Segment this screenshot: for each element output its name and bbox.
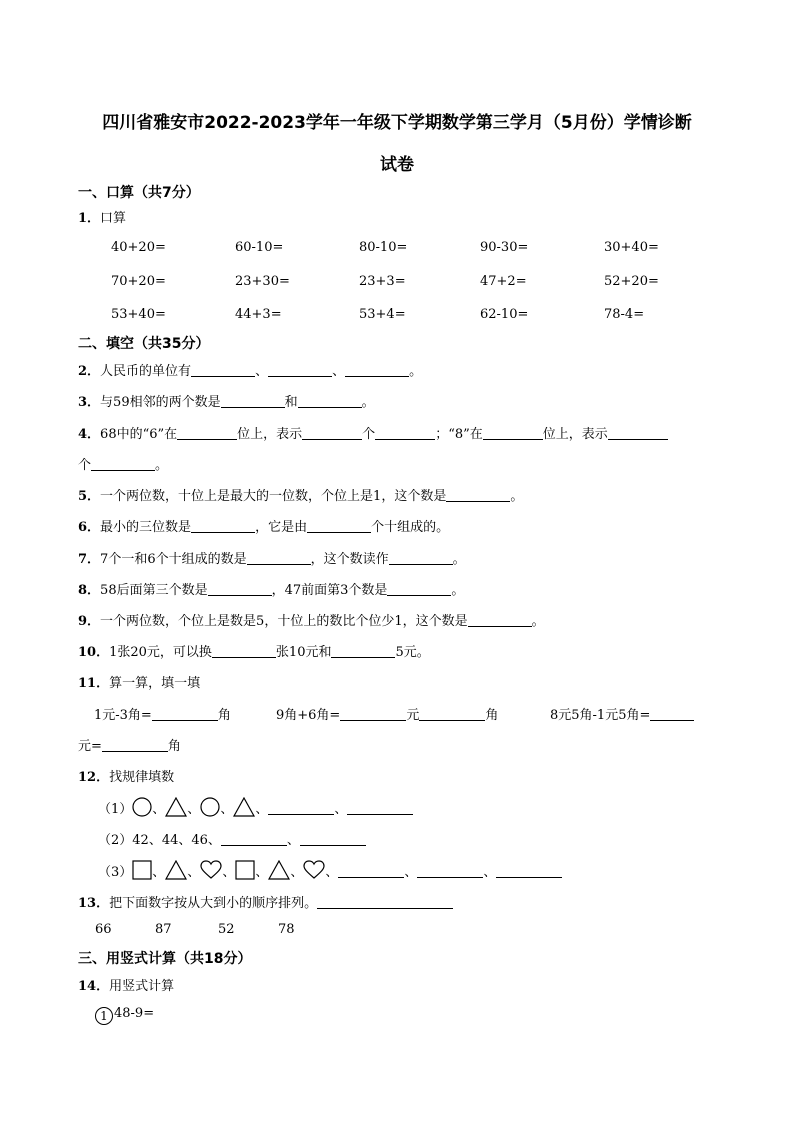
heart-icon — [303, 860, 325, 884]
question-text: 一个两位数，个位上是数是5，十位上的数比个位少1，这个数是 — [100, 614, 468, 629]
unit-label: 角 — [167, 739, 181, 754]
answer-blank[interactable] — [212, 643, 276, 658]
question-text: 58后面第三个数是 — [100, 583, 208, 598]
question-14 — [78, 975, 174, 994]
answer-blank[interactable] — [307, 518, 371, 533]
answer-blank[interactable] — [496, 863, 562, 878]
question-text: 位上，表示 — [237, 427, 303, 442]
unit-label: 角 — [217, 708, 231, 723]
q13-number-2: 87 — [155, 922, 172, 937]
question-text: 位上，表示 — [542, 427, 608, 442]
question-13 — [78, 892, 453, 911]
question-text: 8元5角-1元5角= — [550, 708, 651, 723]
question-4-continued — [78, 454, 168, 473]
question-text: 1张20元，可以换 — [109, 645, 212, 660]
q14-item-1 — [95, 1006, 154, 1025]
punctuation: 。 — [452, 552, 466, 567]
answer-blank[interactable] — [317, 894, 453, 909]
question-text: ，它是由 — [255, 520, 308, 535]
mental-math-item: 30+40= — [604, 240, 659, 255]
separator: 、 — [334, 802, 348, 817]
question-3 — [78, 391, 375, 410]
question-number: 7． — [78, 552, 101, 567]
question-text: 一个两位数，十位上是最大的一位数，个位上是1，这个数是 — [100, 489, 447, 504]
question-number: 2． — [78, 364, 101, 379]
separator: 、 — [255, 802, 269, 817]
mental-math-item: 52+20= — [604, 274, 659, 289]
separator: 、 — [222, 865, 236, 880]
question-text: 把下面数字按从大到小的顺序排列。 — [109, 896, 318, 911]
answer-blank[interactable] — [345, 362, 409, 377]
answer-blank[interactable] — [208, 581, 272, 596]
unit-label: 元= — [78, 739, 102, 754]
question-text: ；“8”在 — [435, 427, 483, 442]
answer-blank[interactable] — [191, 518, 255, 533]
page-title-line2: 试卷 — [380, 155, 414, 175]
separator: 、 — [332, 364, 346, 379]
separator: 、 — [152, 865, 166, 880]
question-text: 个十组成的。 — [371, 520, 450, 535]
answer-blank[interactable] — [650, 706, 694, 721]
q11-part-1 — [94, 704, 231, 723]
punctuation: 。 — [155, 458, 169, 473]
separator: 、 — [187, 865, 201, 880]
mental-math-item: 23+3= — [359, 274, 406, 289]
answer-blank[interactable] — [268, 362, 332, 377]
q12-row-3 — [98, 860, 562, 884]
answer-blank[interactable] — [177, 425, 237, 440]
question-1 — [78, 207, 126, 226]
mental-math-item: 60-10= — [235, 240, 284, 255]
answer-blank[interactable] — [419, 706, 485, 721]
mental-math-item: 62-10= — [480, 307, 529, 322]
question-9 — [78, 610, 545, 629]
section-heading-3: 三、用竖式计算（共18分） — [78, 951, 252, 967]
section-heading-1: 一、口算（共7分） — [78, 185, 200, 201]
triangle-icon — [165, 860, 187, 884]
unit-label: 角 — [485, 708, 499, 723]
question-number: 10． — [78, 645, 110, 660]
row-label: （1） — [98, 802, 133, 817]
mental-math-item: 80-10= — [359, 240, 408, 255]
question-text: 与59相邻的两个数是 — [100, 395, 221, 410]
square-icon — [132, 860, 152, 884]
question-text: 7个一和6个十组成的数是 — [100, 552, 247, 567]
separator: 、 — [220, 802, 234, 817]
unit-label: 元 — [406, 708, 420, 723]
question-8 — [78, 579, 464, 598]
page-title-line1: 四川省雅安市2022-2023学年一年级下学期数学第三学月（5月份）学情诊断 — [102, 113, 692, 133]
answer-blank[interactable] — [298, 393, 362, 408]
answer-blank[interactable] — [152, 706, 218, 721]
question-number: 12． — [78, 770, 110, 785]
q11-part-3-continued — [78, 735, 181, 754]
punctuation: 。 — [409, 364, 423, 379]
question-number: 9． — [78, 614, 101, 629]
mental-math-item: 44+3= — [235, 307, 282, 322]
question-4 — [78, 423, 668, 442]
question-text: 口算 — [100, 211, 127, 226]
separator: 、 — [286, 833, 300, 848]
separator: 、 — [483, 865, 497, 880]
q11-part-3 — [550, 704, 694, 723]
question-12 — [78, 766, 174, 785]
q13-number-3: 52 — [218, 922, 235, 937]
punctuation: 。 — [451, 583, 465, 598]
mental-math-item: 53+4= — [359, 307, 406, 322]
answer-blank[interactable] — [338, 863, 404, 878]
row-label: （3） — [98, 865, 133, 880]
answer-blank[interactable] — [191, 362, 255, 377]
q11-part-2 — [276, 704, 498, 723]
question-number: 11． — [78, 676, 110, 691]
question-text: 算一算，填一填 — [109, 676, 201, 691]
question-6 — [78, 516, 449, 535]
question-text: 和 — [284, 395, 298, 410]
answer-blank[interactable] — [268, 800, 334, 815]
answer-blank[interactable] — [468, 612, 532, 627]
triangle-icon — [268, 860, 290, 884]
answer-blank[interactable] — [247, 550, 311, 565]
heart-icon — [200, 860, 222, 884]
question-number: 13． — [78, 896, 110, 911]
question-7 — [78, 548, 466, 567]
triangle-icon — [233, 797, 255, 821]
answer-blank[interactable] — [221, 831, 287, 846]
mental-math-item: 47+2= — [480, 274, 527, 289]
answer-blank[interactable] — [331, 643, 395, 658]
question-text: ，47前面第3个数是 — [271, 583, 388, 598]
row-label: （2） — [98, 833, 133, 848]
mental-math-item: 78-4= — [604, 307, 645, 322]
answer-blank[interactable] — [102, 737, 168, 752]
question-text: 1元-3角= — [94, 708, 152, 723]
q13-number-1: 66 — [95, 922, 112, 937]
answer-blank[interactable] — [417, 863, 483, 878]
mental-math-item: 23+30= — [235, 274, 290, 289]
answer-blank[interactable] — [91, 456, 155, 471]
question-text: 68中的“6”在 — [100, 427, 178, 442]
separator: 、 — [325, 865, 339, 880]
punctuation: 。 — [361, 395, 375, 410]
q13-number-4: 78 — [278, 922, 295, 937]
answer-blank[interactable] — [302, 425, 362, 440]
q12-row-2 — [98, 829, 366, 848]
section-heading-2: 二、填空（共35分） — [78, 336, 210, 352]
separator: 、 — [404, 865, 418, 880]
answer-blank[interactable] — [221, 393, 285, 408]
question-text: 找规律填数 — [109, 770, 175, 785]
answer-blank[interactable] — [347, 800, 413, 815]
punctuation: 。 — [510, 489, 524, 504]
question-text: 9角+6角= — [276, 708, 341, 723]
answer-blank[interactable] — [300, 831, 366, 846]
question-text: 人民币的单位有 — [100, 364, 192, 379]
number-sequence: 42、44、46、 — [132, 833, 221, 848]
question-2 — [78, 360, 422, 379]
separator: 、 — [187, 802, 201, 817]
answer-blank[interactable] — [375, 425, 435, 440]
separator: 、 — [290, 865, 304, 880]
question-number: 1． — [78, 211, 101, 226]
question-text: 张10元和 — [275, 645, 332, 660]
question-number: 8． — [78, 583, 101, 598]
question-text: ，这个数读作 — [310, 552, 389, 567]
circled-number-1: 1 — [95, 1007, 113, 1025]
question-number: 14． — [78, 979, 110, 994]
question-5 — [78, 485, 523, 504]
answer-blank[interactable] — [483, 425, 543, 440]
question-text: 用竖式计算 — [109, 979, 175, 994]
question-text: 最小的三位数是 — [100, 520, 192, 535]
mental-math-item: 53+40= — [111, 307, 166, 322]
question-text: 个 — [78, 458, 92, 473]
answer-blank[interactable] — [340, 706, 406, 721]
square-icon — [235, 860, 255, 884]
answer-blank[interactable] — [446, 487, 510, 502]
circle-icon — [200, 797, 220, 821]
question-number: 5． — [78, 489, 101, 504]
answer-blank[interactable] — [389, 550, 453, 565]
question-text: 48-9= — [114, 1006, 155, 1021]
circle-icon — [132, 797, 152, 821]
mental-math-item: 70+20= — [111, 274, 166, 289]
question-11 — [78, 672, 200, 691]
question-number: 6． — [78, 520, 101, 535]
q12-row-1 — [98, 797, 413, 821]
question-text: 个 — [362, 427, 376, 442]
punctuation: 。 — [531, 614, 545, 629]
separator: 、 — [152, 802, 166, 817]
answer-blank[interactable] — [608, 425, 668, 440]
question-10 — [78, 641, 430, 660]
triangle-icon — [165, 797, 187, 821]
mental-math-item: 40+20= — [111, 240, 166, 255]
separator: 、 — [255, 364, 269, 379]
question-number: 4． — [78, 427, 101, 442]
mental-math-item: 90-30= — [480, 240, 529, 255]
answer-blank[interactable] — [387, 581, 451, 596]
question-text: 5元。 — [395, 645, 430, 660]
question-number: 3． — [78, 395, 101, 410]
separator: 、 — [255, 865, 269, 880]
